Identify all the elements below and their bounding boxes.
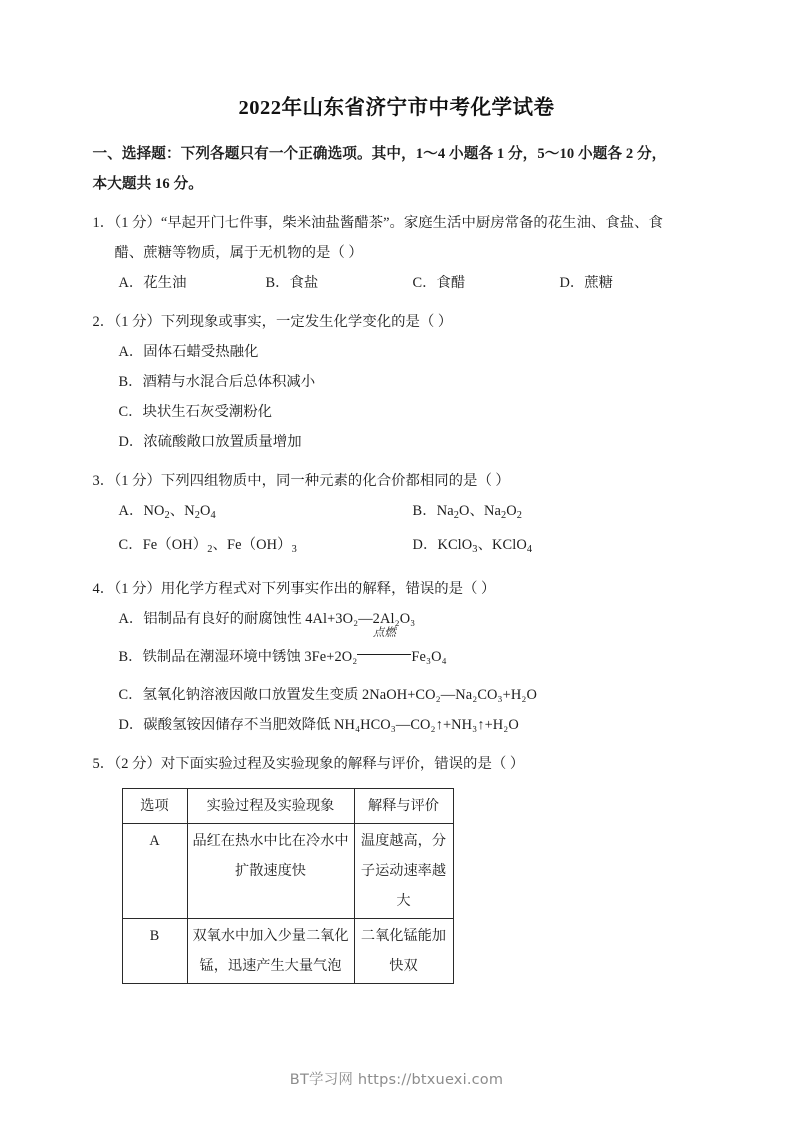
question-4-option-c-text: C．氢氧化钠溶液因敞口放置发生变质 [118, 687, 362, 704]
table-row [122, 919, 453, 984]
question-3-option-b[interactable]: B．$Na_2O$、$Na_2O_2$ [412, 502, 522, 521]
question-5-stem: 5．（2 分）对下面实验过程及实验现象的解释与评价，错误的是（ ） [92, 756, 525, 773]
table-row-b-option: B [122, 919, 187, 984]
question-3-options-row1 [93, 496, 707, 531]
table-row-b-evaluation: 二氧化锰能加快双 [354, 919, 453, 984]
question-4-stem: 4．（1 分）用化学方程式对下列事实作出的解释，错误的是（ ） [92, 581, 496, 598]
arrow-bar-icon [357, 654, 411, 655]
question-4-option-b-equation-right: Fe₃O₄ [411, 649, 447, 666]
question-1-options [93, 268, 707, 298]
question-4-option-a-equation: 4Al+3O₂—2Al₂O₃ [305, 611, 416, 628]
table-header-process: 实验过程及实验现象 [187, 789, 354, 824]
question-3-option-d[interactable]: D．KClO$_3$、KClO$_4$ [412, 537, 533, 556]
question-2-option-a[interactable]: A．固体石蜡受热融化 [118, 343, 259, 360]
page-title: 2022年山东省济宁市中考化学试卷 [238, 97, 555, 119]
question-4-option-c-equation: 2NaOH+CO₂—Na₂CO₃+H₂O [361, 687, 537, 704]
question-1-stem-line2: 醋、蔗糖等物质，属于无机物的是（ ） [114, 244, 363, 261]
question-2-option-d[interactable]: D．浓硫酸敞口放置质量增加 [118, 433, 302, 450]
question-3-options-row2 [93, 530, 707, 565]
document-body [87, 139, 707, 985]
question-2-stem: 2．（1 分）下列现象或事实，一定发生化学变化的是（ ） [92, 313, 453, 330]
question-1-stem [93, 208, 707, 268]
question-1-option-d[interactable]: D．蔗糖 [559, 274, 614, 291]
question-3-option-a[interactable]: A．$NO_2$、$N_2O_4$ [118, 502, 216, 521]
section-intro-line2: 本大题共 16 分。 [92, 175, 203, 192]
question-4-option-c[interactable] [93, 680, 707, 710]
question-4-option-b[interactable] [93, 626, 707, 680]
table-header-option: 选项 [122, 789, 187, 824]
table-row-a-evaluation: 温度越高，分子运动速率越大 [354, 824, 453, 919]
question-4-option-a[interactable] [93, 604, 707, 634]
question-3-option-c[interactable]: C．$Fe(OH)_2$、$Fe(OH)_3$ [118, 537, 297, 556]
question-1-stem-line1: 1．（1 分）“早起开门七件事，柴米油盐酱醋茶”。家庭生活中厨房常备的花生油、食盐、食 [92, 214, 663, 231]
section-intro-line1: 一、选择题：下列各题只有一个正确选项。其中，1～4 小题各 1 分，5～10 小题各 2 分， [92, 145, 667, 162]
footer-watermark: BT学习网 https://btxuexi.com [289, 1072, 504, 1088]
question-4-option-b-text: B．铁制品在潮湿环境中锈蚀 [118, 649, 305, 666]
table-row-a-option: A [122, 824, 187, 919]
question-4-option-d-text: D．碳酸氢铵因储存不当肥效降低 [118, 717, 334, 734]
question-4-option-b-equation-left: 3Fe+2O₂ [304, 649, 358, 666]
question-3-stem: 3．（1 分）下列四组物质中，同一种元素的化合价都相同的是（ ） [92, 472, 510, 489]
question-2-option-b[interactable]: B．酒精与水混合后总体积减小 [118, 373, 316, 390]
reaction-condition-label: 点燃 [372, 626, 396, 639]
reaction-condition-arrow-icon [357, 626, 411, 661]
table-row-b-process: 双氧水中加入少量二氧化锰，迅速产生大量气泡 [187, 919, 354, 984]
question-4-option-d-equation: NH₄HCO₃—CO₂↑+NH₃↑+H₂O [333, 717, 519, 734]
table-header-row [122, 789, 453, 824]
question-1-option-a[interactable]: A．花生油 [118, 274, 187, 291]
section-intro [93, 139, 707, 199]
question-1-option-c[interactable]: C．食醋 [412, 274, 466, 291]
table-header-evaluation: 解释与评价 [354, 789, 453, 824]
experiment-table [122, 788, 454, 984]
question-2-option-c[interactable]: C．块状生石灰受潮粉化 [118, 403, 273, 420]
question-4-option-d[interactable] [93, 710, 707, 740]
table-row-a-process: 品红在热水中比在冷水中扩散速度快 [187, 824, 354, 919]
question-1-option-b[interactable]: B．食盐 [265, 274, 319, 291]
table-row [122, 824, 453, 919]
question-4-option-a-text: A．铝制品有良好的耐腐蚀性 [118, 611, 306, 628]
